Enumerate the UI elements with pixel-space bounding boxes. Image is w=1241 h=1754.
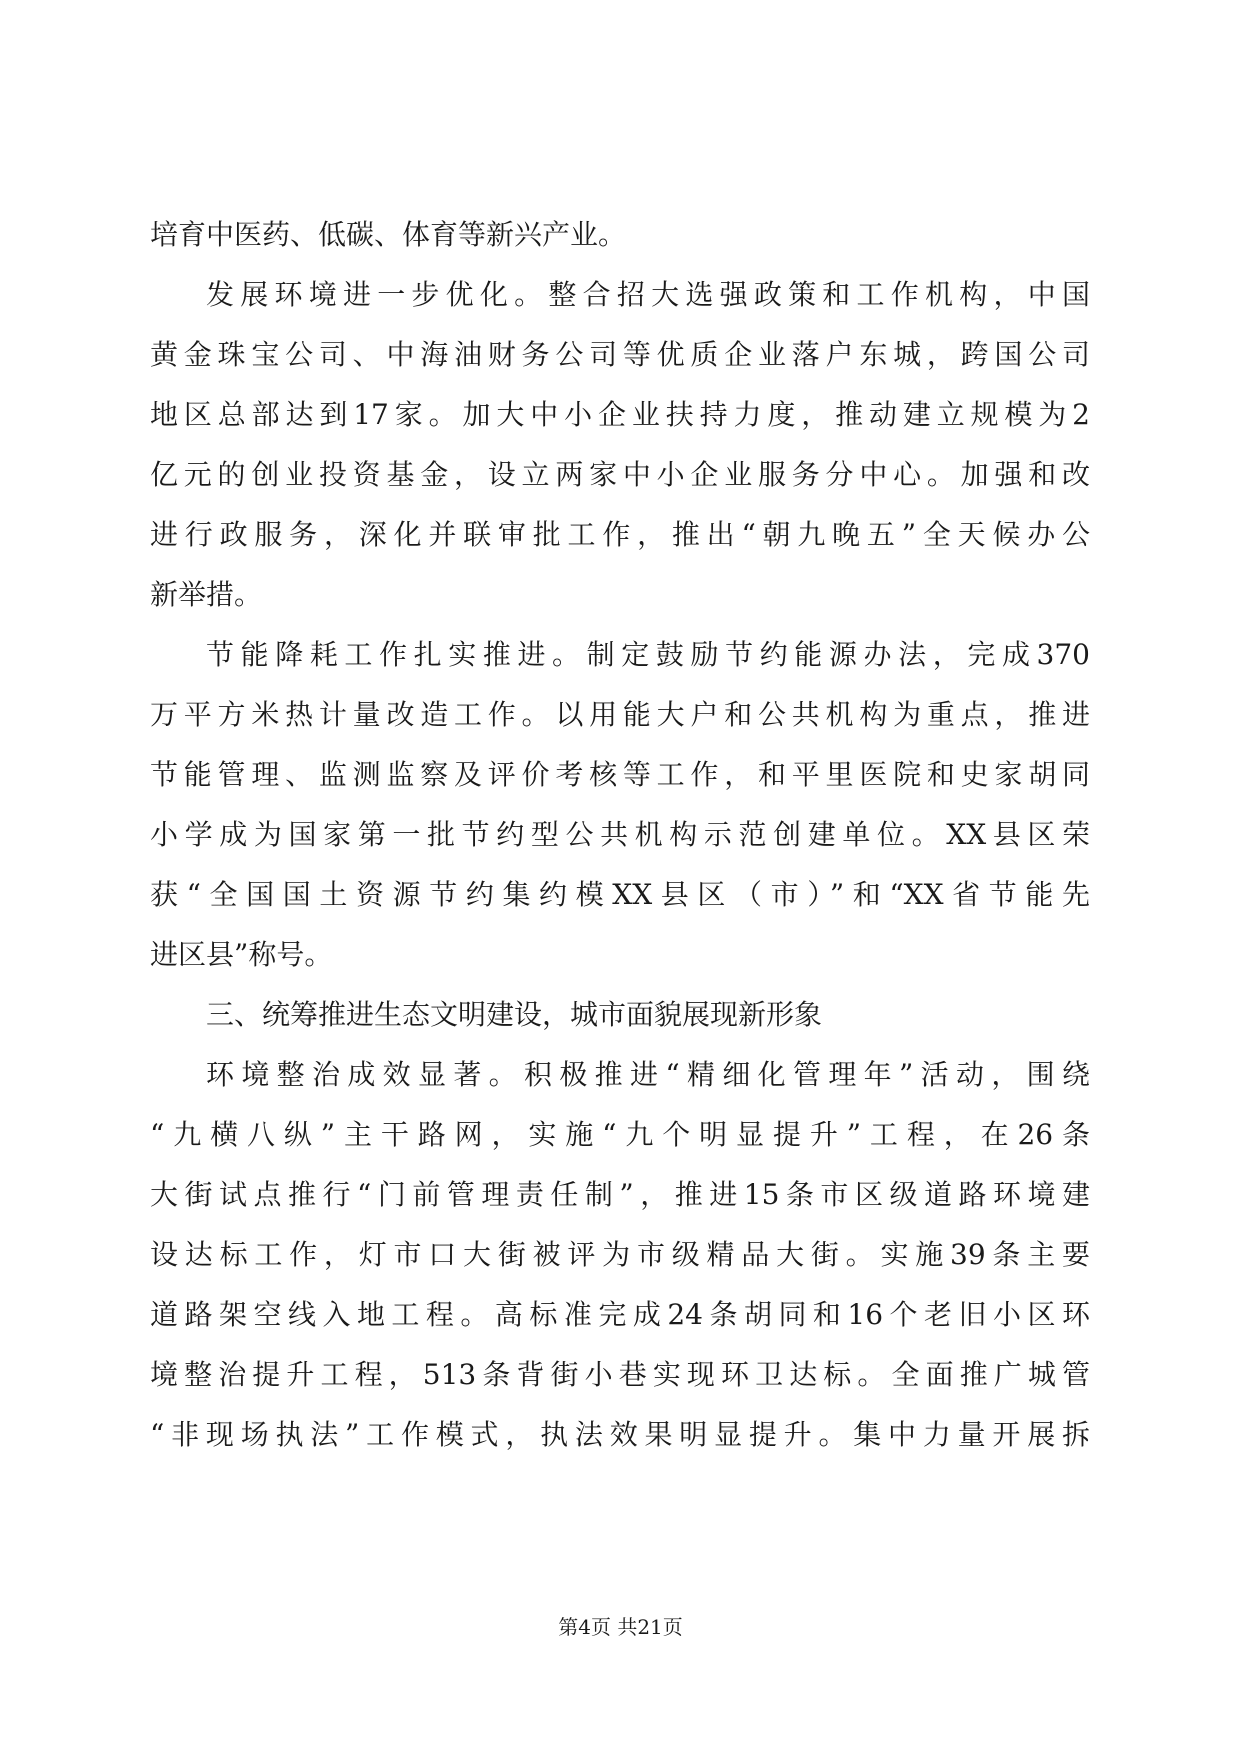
text-line: 进区县”称号。 [150, 938, 333, 971]
text-line: 境整治提升工程，513条背街小巷实现环卫达标。全面推广城管 [150, 1358, 1090, 1391]
text-line: 节能管理、监测监察及评价考核等工作，和平里医院和史家胡同 [150, 758, 1090, 791]
text-line: 黄金珠宝公司、中海油财务公司等优质企业落户东城，跨国公司 [150, 338, 1090, 371]
text-line: “九横八纵”主干路网，实施“九个明显提升”工程，在26条 [150, 1118, 1090, 1151]
text-line: 地区总部达到17家。加大中小企业扶持力度，推动建立规模为2 [150, 398, 1090, 431]
text-line: 培育中医药、低碳、体育等新兴产业。 [150, 218, 627, 251]
text-line: 亿元的创业投资基金，设立两家中小企业服务分中心。加强和改 [150, 458, 1090, 491]
text-line: “非现场执法”工作模式，执法效果明显提升。集中力量开展拆 [150, 1418, 1090, 1451]
text-line: 大街试点推行“门前管理责任制”，推进15条市区级道路环境建 [150, 1178, 1090, 1211]
text-line: 获“全国国土资源节约集约模XX县区（市）”和“XX省节能先 [150, 878, 1090, 911]
text-line: 设达标工作，灯市口大街被评为市级精品大街。实施39条主要 [150, 1238, 1090, 1271]
paragraph-start-line: 环境整治成效显著。积极推进“精细化管理年”活动，围绕 [206, 1058, 1090, 1091]
page-number-footer: 第4页 共21页 [558, 1615, 683, 1639]
text-line: 新举措。 [150, 578, 263, 611]
text-line: 道路架空线入地工程。高标准完成24条胡同和16个老旧小区环 [150, 1298, 1090, 1331]
paragraph-start-line: 发展环境进一步优化。整合招大选强政策和工作机构，中国 [206, 278, 1090, 311]
text-line: 万平方米热计量改造工作。以用能大户和公共机构为重点，推进 [150, 698, 1090, 731]
text-line: 小学成为国家第一批节约型公共机构示范创建单位。XX县区荣 [150, 818, 1090, 851]
text-line: 进行政服务，深化并联审批工作，推出“朝九晚五”全天候办公 [150, 518, 1090, 551]
paragraph-start-line: 节能降耗工作扎实推进。制定鼓励节约能源办法，完成370 [206, 638, 1090, 671]
section-heading: 三、统筹推进生态文明建设，城市面貌展现新形象 [206, 998, 823, 1031]
body-text [150, 205, 1090, 1465]
